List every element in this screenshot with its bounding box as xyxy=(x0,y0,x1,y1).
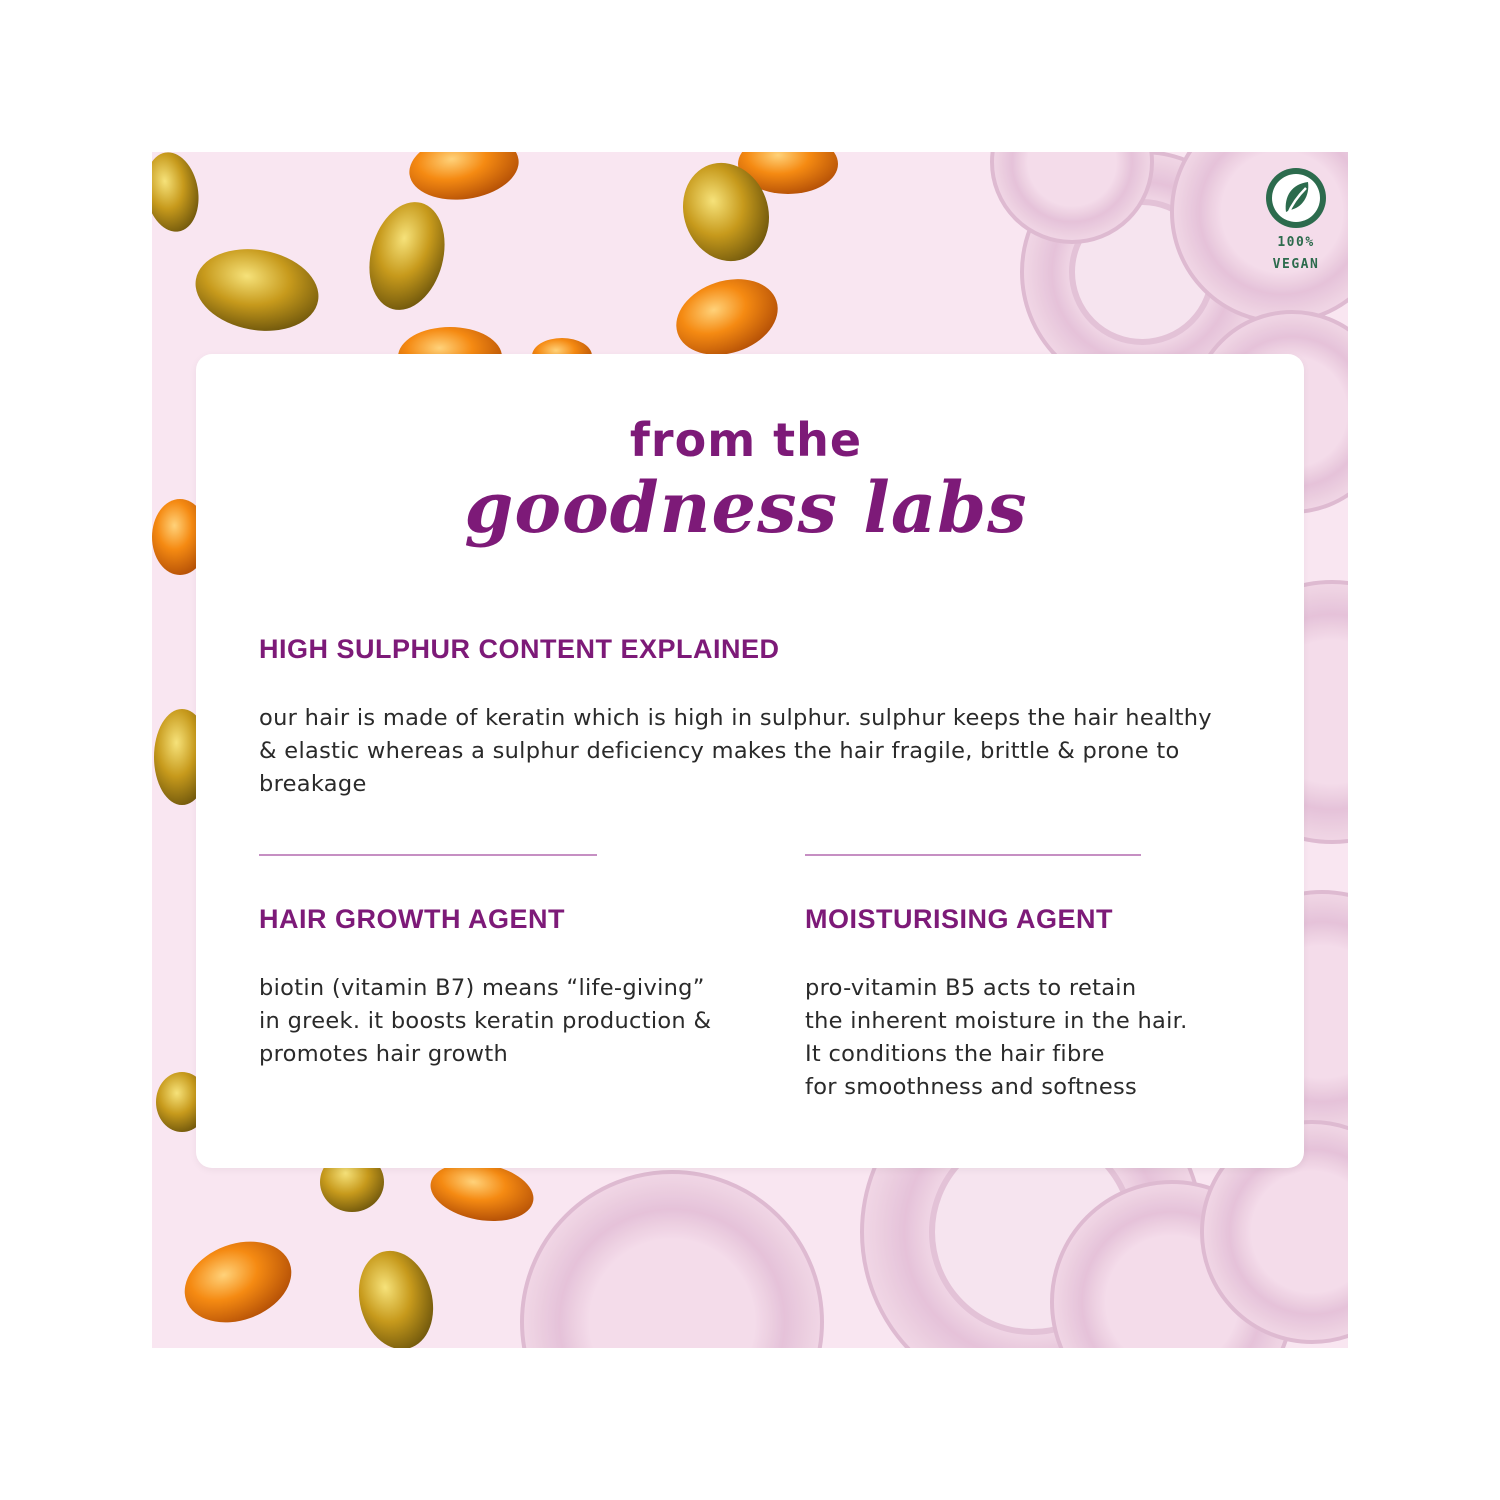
vegan-badge xyxy=(1252,166,1340,274)
body-line: pro-vitamin B5 acts to retain xyxy=(805,975,1137,1001)
body-line: in greek. it boosts keratin production & xyxy=(259,1008,712,1034)
content-card xyxy=(196,354,1304,1168)
body-line: breakage xyxy=(259,771,367,797)
capsules-top xyxy=(152,152,838,387)
vegan-label-line1: 100% xyxy=(1277,235,1315,250)
body-line: It conditions the hair fibre xyxy=(805,1041,1105,1067)
vegan-label-line2: VEGAN xyxy=(1272,257,1320,272)
leaf-icon xyxy=(1264,166,1328,230)
divider-right xyxy=(805,854,1141,856)
divider-left xyxy=(259,854,597,856)
body-line: & elastic whereas a sulphur deficiency makes the hair fragile, brittle & prone to xyxy=(259,738,1180,764)
body-line: for smoothness and softness xyxy=(805,1074,1138,1100)
headline xyxy=(196,412,1296,548)
section-title-sulphur: HIGH SULPHUR CONTENT EXPLAINED xyxy=(259,634,780,664)
headline-script: goodness labs xyxy=(464,466,1028,549)
body-line: biotin (vitamin B7) means “life-giving” xyxy=(259,975,705,1001)
section-title-growth: HAIR GROWTH AGENT xyxy=(259,904,565,934)
body-line: our hair is made of keratin which is high in sulphur. sulphur keeps the hair healthy xyxy=(259,705,1212,731)
section-body-growth xyxy=(259,972,759,1071)
body-line: promotes hair growth xyxy=(259,1041,509,1067)
body-line: the inherent moisture in the hair. xyxy=(805,1008,1188,1034)
section-body-moisture xyxy=(805,972,1285,1104)
headline-top: from the xyxy=(629,413,863,467)
section-title-moisture: MOISTURISING AGENT xyxy=(805,904,1114,934)
section-body-sulphur xyxy=(259,702,1269,801)
capsules-bottom xyxy=(173,1152,538,1348)
